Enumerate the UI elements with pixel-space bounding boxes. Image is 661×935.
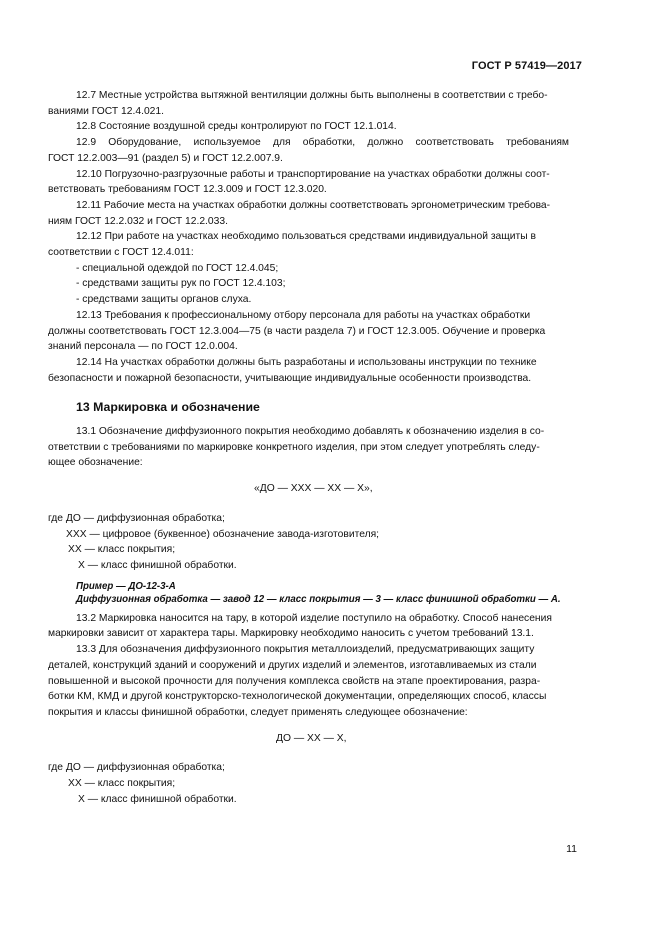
clause-12-12-line-2: соответствии с ГОСТ 12.4.011:	[48, 247, 194, 259]
clause-13-2-line-2: маркировки зависит от характера тары. Маркировку необходимо наносить с учетом требований 13.1.	[48, 628, 534, 640]
clause-12-11-line-2: ниям ГОСТ 12.2.032 и ГОСТ 12.2.033.	[48, 215, 228, 227]
section-13-heading: 13 Маркировка и обозначение	[76, 400, 260, 415]
clause-12-14-line-2: безопасности и пожарной безопасности, учитывающие индивидуальные особенности производства.	[48, 372, 532, 384]
clause-12-11-line-1: 12.11 Рабочие места на участках обработки должны соответствовать эргонометрическим требова-	[76, 199, 551, 211]
clause-12-13	[48, 308, 569, 355]
document-header: ГОСТ Р 57419—2017	[471, 60, 582, 72]
example-title: Пример — ДО-12-3-А	[76, 580, 176, 592]
clause-12-12	[48, 229, 569, 260]
clause-13-1-line-2: ответствии с требованиями по маркировке конкретного изделия, при этом следует употреблять следу-	[48, 441, 540, 453]
clause-13-3-line-4: ботки КМ, КМД и другой конструкторско-технологической документации, определяющих способ, классы	[48, 691, 547, 703]
clause-12-10-line-2: ветствовать требованиям ГОСТ 12.3.009 и ГОСТ 12.3.020.	[48, 184, 327, 196]
where-line: ХХ — класс покрытия;	[68, 544, 176, 556]
clause-12-10-line-1: 12.10 Погрузочно-разгрузочные работы и транспортирование на участках обработки должны соот-	[76, 168, 550, 180]
list-item: - специальной одеждой по ГОСТ 12.4.045;	[76, 262, 279, 274]
clause-12-13-line-2: должны соответствовать ГОСТ 12.3.004—75 (в части раздела 7) и ГОСТ 12.3.005. Обучение и проверка	[48, 325, 546, 337]
clause-12-12-line-1: 12.12 При работе на участках необходимо пользоваться средствами индивидуальной защиты в	[76, 231, 536, 243]
clause-13-2	[48, 611, 569, 642]
where-line: где ДО — диффузионная обработка;	[48, 762, 225, 774]
clause-12-8: 12.8 Состояние воздушной среды контролируют по ГОСТ 12.1.014.	[76, 121, 397, 133]
example-text: Диффузионная обработка — завод 12 — класс покрытия — 3 — класс финишной обработки — А.	[76, 594, 561, 606]
clause-12-10	[48, 167, 569, 198]
clause-12-9	[48, 135, 569, 166]
clause-13-3-line-2: деталей, конструкций зданий и сооружений и других изделий и элементов, изготавливаемых из стали	[48, 659, 537, 671]
list-item: - средствами защиты органов слуха.	[76, 294, 252, 306]
clause-12-9-line-1: 12.9 Оборудование, используемое для обработки, должно соответствовать требованиям	[76, 137, 569, 149]
clause-13-3	[48, 642, 569, 721]
clause-13-3-line-3: повышенной и высокой прочности для получения комплекса свойств на этапе проектирования, разра-	[48, 675, 541, 687]
clause-12-13-line-1: 12.13 Требования к профессиональному отбору персонала для работы на участках обработки	[76, 309, 531, 321]
where-line: где ДО — диффузионная обработка;	[48, 512, 225, 524]
page-number: 11	[566, 843, 577, 855]
clause-12-7	[48, 88, 569, 119]
clause-12-11	[48, 198, 569, 229]
clause-13-1	[48, 424, 569, 471]
clause-13-1-line-3: ющее обозначение:	[48, 457, 143, 469]
where-line: ХХ — класс покрытия;	[68, 778, 176, 790]
clause-13-3-line-1: 13.3 Для обозначения диффузионного покрытия металлоизделий, предусматривающих защиту	[76, 644, 535, 656]
where-line: Х — класс финишной обработки.	[78, 559, 237, 571]
clause-13-1-line-1: 13.1 Обозначение диффузионного покрытия необходимо добавлять к обозначению изделия в со-	[76, 426, 545, 438]
where-line: ХХХ — цифровое (буквенное) обозначение завода-изготовителя;	[66, 528, 380, 540]
list-item: - средствами защиты рук по ГОСТ 12.4.103;	[76, 278, 286, 290]
clause-12-14	[48, 355, 569, 386]
clause-13-2-line-1: 13.2 Маркировка наносится на тару, в которой изделие поступило на обработку. Способ нанесения	[76, 612, 552, 624]
clause-13-3-line-5: покрытия и классы финишной обработки, следует применять следующее обозначение:	[48, 706, 468, 718]
clause-12-7-line-1: 12.7 Местные устройства вытяжной вентиляции должны быть выполнены в соответствии с требо-	[76, 90, 548, 101]
designation-formula-2: ДО — ХХ — Х,	[276, 732, 347, 744]
clause-12-9-line-2: ГОСТ 12.2.003—91 (раздел 5) и ГОСТ 12.2.007.9.	[48, 152, 283, 164]
clause-12-7-line-2: ваниями ГОСТ 12.4.021.	[48, 105, 164, 117]
where-line: Х — класс финишной обработки.	[78, 793, 237, 805]
example-block	[76, 580, 569, 607]
designation-formula-1: «ДО — ХХХ — ХХ — Х»,	[254, 483, 373, 495]
document-body	[48, 88, 569, 807]
clause-12-13-line-3: знаний персонала — по ГОСТ 12.0.004.	[48, 341, 238, 353]
clause-12-14-line-1: 12.14 На участках обработки должны быть разработаны и использованы инструкции по технике	[76, 356, 537, 368]
